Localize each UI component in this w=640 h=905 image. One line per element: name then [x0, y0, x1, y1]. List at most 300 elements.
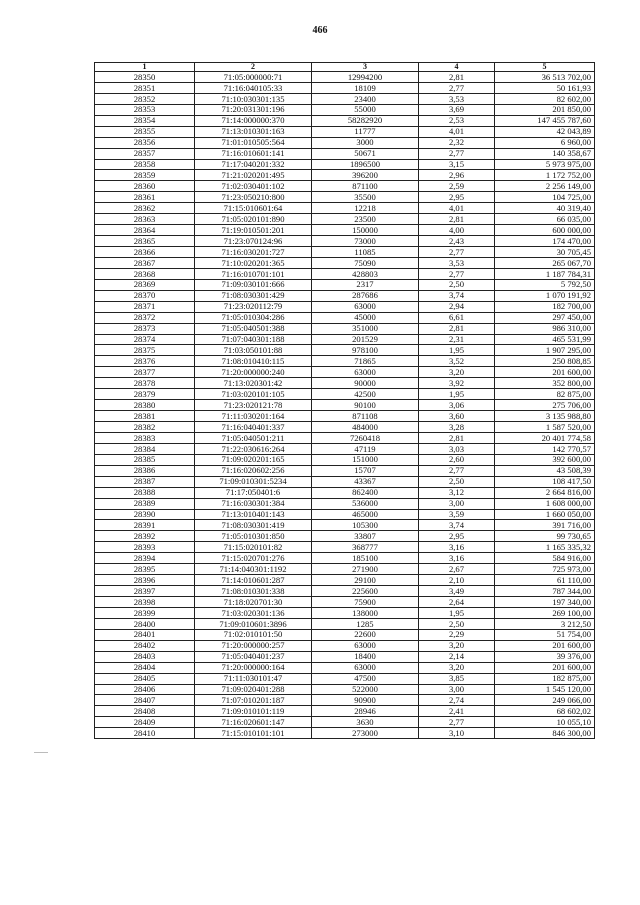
- table-row: [95, 454, 595, 465]
- row-number-cell: 28361: [95, 192, 195, 203]
- cadastral-number-cell: 71:18:020701:30: [195, 597, 312, 608]
- row-number-cell: 28406: [95, 684, 195, 695]
- table-header-row: [95, 63, 595, 72]
- value-cell: 1 608 000,00: [495, 498, 595, 509]
- cadastral-number-cell: 71:05:010301:850: [195, 531, 312, 542]
- column-header: 3: [312, 63, 419, 72]
- row-number-cell: 28386: [95, 465, 195, 476]
- table-row: [95, 268, 595, 279]
- row-number-cell: 28373: [95, 323, 195, 334]
- table-row: [95, 378, 595, 389]
- row-number-cell: 28384: [95, 443, 195, 454]
- table-row: [95, 301, 595, 312]
- rate-cell: 3,06: [419, 400, 495, 411]
- rate-cell: 3,74: [419, 520, 495, 531]
- rate-cell: 3,74: [419, 290, 495, 301]
- area-cell: 3000: [312, 137, 419, 148]
- table-row: [95, 509, 595, 520]
- table-row: [95, 389, 595, 400]
- area-cell: 105300: [312, 520, 419, 531]
- rate-cell: 3,00: [419, 684, 495, 695]
- rate-cell: 3,69: [419, 104, 495, 115]
- cadastral-number-cell: 71:07:010201:187: [195, 695, 312, 706]
- rate-cell: 2,95: [419, 531, 495, 542]
- rate-cell: 3,20: [419, 367, 495, 378]
- row-number-cell: 28390: [95, 509, 195, 520]
- table-row: [95, 225, 595, 236]
- cadastral-number-cell: 71:05:000000:71: [195, 72, 312, 83]
- area-cell: 90100: [312, 400, 419, 411]
- rate-cell: 2,77: [419, 465, 495, 476]
- value-cell: 465 531,99: [495, 334, 595, 345]
- area-cell: 522000: [312, 684, 419, 695]
- rate-cell: 3,16: [419, 542, 495, 553]
- table-row: [95, 115, 595, 126]
- cadastral-number-cell: 71:22:030616:264: [195, 443, 312, 454]
- row-number-cell: 28372: [95, 312, 195, 323]
- value-cell: 3 212,50: [495, 618, 595, 629]
- row-number-cell: 28367: [95, 257, 195, 268]
- value-cell: 201 600,00: [495, 640, 595, 651]
- value-cell: 391 716,00: [495, 520, 595, 531]
- rate-cell: 2,10: [419, 575, 495, 586]
- row-number-cell: 28397: [95, 586, 195, 597]
- rate-cell: 2,74: [419, 695, 495, 706]
- cadastral-number-cell: 71:20:031301:196: [195, 104, 312, 115]
- area-cell: 71865: [312, 356, 419, 367]
- rate-cell: 3,52: [419, 356, 495, 367]
- table-row: [95, 356, 595, 367]
- rate-cell: 3,10: [419, 728, 495, 739]
- table-row: [95, 203, 595, 214]
- value-cell: 2 664 816,00: [495, 487, 595, 498]
- cadastral-number-cell: 71:16:030301:384: [195, 498, 312, 509]
- value-cell: 182 875,00: [495, 673, 595, 684]
- cadastral-number-cell: 71:16:010601:141: [195, 148, 312, 159]
- area-cell: 3630: [312, 717, 419, 728]
- rate-cell: 2,31: [419, 334, 495, 345]
- cadastral-number-cell: 71:14:010601:287: [195, 575, 312, 586]
- row-number-cell: 28387: [95, 476, 195, 487]
- table-row: [95, 400, 595, 411]
- value-cell: 1 165 335,32: [495, 542, 595, 553]
- table-row: [95, 137, 595, 148]
- area-cell: 75900: [312, 597, 419, 608]
- value-cell: 250 808,85: [495, 356, 595, 367]
- cadastral-number-cell: 71:15:020101:82: [195, 542, 312, 553]
- table-row: [95, 695, 595, 706]
- row-number-cell: 28370: [95, 290, 195, 301]
- area-cell: 11777: [312, 126, 419, 137]
- table-row: [95, 629, 595, 640]
- value-cell: 269 100,00: [495, 607, 595, 618]
- row-number-cell: 28408: [95, 706, 195, 717]
- rate-cell: 3,92: [419, 378, 495, 389]
- cadastral-number-cell: 71:09:030101:666: [195, 279, 312, 290]
- row-number-cell: 28399: [95, 607, 195, 618]
- row-number-cell: 28407: [95, 695, 195, 706]
- table-row: [95, 662, 595, 673]
- rate-cell: 4,01: [419, 126, 495, 137]
- rate-cell: 4,01: [419, 203, 495, 214]
- row-number-cell: 28409: [95, 717, 195, 728]
- rate-cell: 3,16: [419, 553, 495, 564]
- rate-cell: 2,94: [419, 301, 495, 312]
- value-cell: 725 973,00: [495, 564, 595, 575]
- rate-cell: 3,59: [419, 509, 495, 520]
- row-number-cell: 28380: [95, 400, 195, 411]
- cadastral-number-cell: 71:01:010505:564: [195, 137, 312, 148]
- cadastral-number-cell: 71:13:010401:143: [195, 509, 312, 520]
- value-cell: 249 066,00: [495, 695, 595, 706]
- value-cell: 201 850,00: [495, 104, 595, 115]
- row-number-cell: 28394: [95, 553, 195, 564]
- value-cell: 1 187 784,31: [495, 268, 595, 279]
- value-cell: 82 602,00: [495, 93, 595, 104]
- table-row: [95, 575, 595, 586]
- area-cell: 11085: [312, 247, 419, 258]
- row-number-cell: 28377: [95, 367, 195, 378]
- cadastral-number-cell: 71:05:040501:388: [195, 323, 312, 334]
- row-number-cell: 28355: [95, 126, 195, 137]
- table-row: [95, 257, 595, 268]
- value-cell: 201 600,00: [495, 662, 595, 673]
- area-cell: 871108: [312, 411, 419, 422]
- table-row: [95, 432, 595, 443]
- table-row: [95, 159, 595, 170]
- cadastral-number-cell: 71:03:020101:105: [195, 389, 312, 400]
- row-number-cell: 28401: [95, 629, 195, 640]
- row-number-cell: 28393: [95, 542, 195, 553]
- area-cell: 33807: [312, 531, 419, 542]
- cadastral-number-cell: 71:15:010601:64: [195, 203, 312, 214]
- area-cell: 536000: [312, 498, 419, 509]
- table-row: [95, 531, 595, 542]
- cadastral-number-cell: 71:08:010301:338: [195, 586, 312, 597]
- area-cell: 42500: [312, 389, 419, 400]
- rate-cell: 2,32: [419, 137, 495, 148]
- cadastral-number-cell: 71:23:050210:800: [195, 192, 312, 203]
- column-header: 1: [95, 63, 195, 72]
- column-header: 5: [495, 63, 595, 72]
- rate-cell: 2,50: [419, 279, 495, 290]
- value-cell: 584 916,00: [495, 553, 595, 564]
- cadastral-number-cell: 71:09:010301:5234: [195, 476, 312, 487]
- rate-cell: 2,50: [419, 476, 495, 487]
- value-cell: 104 725,00: [495, 192, 595, 203]
- rate-cell: 1,95: [419, 389, 495, 400]
- value-cell: 392 600,00: [495, 454, 595, 465]
- rate-cell: 2,77: [419, 268, 495, 279]
- cadastral-number-cell: 71:16:030201:727: [195, 247, 312, 258]
- cadastral-number-cell: 71:17:050401:6: [195, 487, 312, 498]
- cadastral-number-cell: 71:16:040105:33: [195, 82, 312, 93]
- row-number-cell: 28376: [95, 356, 195, 367]
- value-cell: 43 508,39: [495, 465, 595, 476]
- cadastral-number-cell: 71:14:040301:1192: [195, 564, 312, 575]
- area-cell: 225600: [312, 586, 419, 597]
- area-cell: 58282920: [312, 115, 419, 126]
- table-row: [95, 93, 595, 104]
- area-cell: 465000: [312, 509, 419, 520]
- page-number: 466: [312, 25, 328, 36]
- area-cell: 12218: [312, 203, 419, 214]
- row-number-cell: 28352: [95, 93, 195, 104]
- row-number-cell: 28402: [95, 640, 195, 651]
- rate-cell: 3,00: [419, 498, 495, 509]
- area-cell: 90900: [312, 695, 419, 706]
- row-number-cell: 28357: [95, 148, 195, 159]
- cadastral-number-cell: 71:08:030301:429: [195, 290, 312, 301]
- table-row: [95, 706, 595, 717]
- row-number-cell: 28375: [95, 345, 195, 356]
- area-cell: 396200: [312, 170, 419, 181]
- area-cell: 151000: [312, 454, 419, 465]
- rate-cell: 2,81: [419, 323, 495, 334]
- cadastral-number-cell: 71:05:040401:237: [195, 651, 312, 662]
- rate-cell: 2,77: [419, 717, 495, 728]
- rate-cell: 2,53: [419, 115, 495, 126]
- table-row: [95, 673, 595, 684]
- value-cell: 201 600,00: [495, 367, 595, 378]
- cadastral-number-cell: 71:11:030101:47: [195, 673, 312, 684]
- table-row: [95, 684, 595, 695]
- row-number-cell: 28371: [95, 301, 195, 312]
- area-cell: 63000: [312, 640, 419, 651]
- row-number-cell: 28410: [95, 728, 195, 739]
- area-cell: 368777: [312, 542, 419, 553]
- row-number-cell: 28383: [95, 432, 195, 443]
- row-number-cell: 28374: [95, 334, 195, 345]
- table-row: [95, 345, 595, 356]
- value-cell: 30 705,45: [495, 247, 595, 258]
- area-cell: 18400: [312, 651, 419, 662]
- area-cell: 138000: [312, 607, 419, 618]
- rate-cell: 3,85: [419, 673, 495, 684]
- area-cell: 43367: [312, 476, 419, 487]
- table-row: [95, 542, 595, 553]
- value-cell: 197 340,00: [495, 597, 595, 608]
- cadastral-number-cell: 71:20:000000:240: [195, 367, 312, 378]
- cadastral-number-cell: 71:13:010301:163: [195, 126, 312, 137]
- row-number-cell: 28351: [95, 82, 195, 93]
- table-row: [95, 597, 595, 608]
- area-cell: 428803: [312, 268, 419, 279]
- table-row: [95, 82, 595, 93]
- area-cell: 1285: [312, 618, 419, 629]
- value-cell: 986 310,00: [495, 323, 595, 334]
- value-cell: 5 792,50: [495, 279, 595, 290]
- value-cell: 600 000,00: [495, 225, 595, 236]
- table-row: [95, 717, 595, 728]
- row-number-cell: 28368: [95, 268, 195, 279]
- cadastral-number-cell: 71:02:030401:102: [195, 181, 312, 192]
- rate-cell: 2,77: [419, 148, 495, 159]
- value-cell: 42 043,89: [495, 126, 595, 137]
- value-cell: 1 070 191,92: [495, 290, 595, 301]
- column-header: 4: [419, 63, 495, 72]
- row-number-cell: 28381: [95, 411, 195, 422]
- table-row: [95, 279, 595, 290]
- table-row: [95, 367, 595, 378]
- row-number-cell: 28403: [95, 651, 195, 662]
- value-cell: 265 067,70: [495, 257, 595, 268]
- area-cell: 90000: [312, 378, 419, 389]
- area-cell: 23500: [312, 214, 419, 225]
- rate-cell: 3,20: [419, 640, 495, 651]
- value-cell: 6 960,00: [495, 137, 595, 148]
- value-cell: 1 587 520,00: [495, 422, 595, 433]
- cadastral-number-cell: 71:21:020201:495: [195, 170, 312, 181]
- table-row: [95, 422, 595, 433]
- table-row: [95, 651, 595, 662]
- area-cell: 287686: [312, 290, 419, 301]
- column-header: 2: [195, 63, 312, 72]
- value-cell: 20 401 774,58: [495, 432, 595, 443]
- value-cell: 61 110,00: [495, 575, 595, 586]
- area-cell: 73000: [312, 236, 419, 247]
- rate-cell: 2,67: [419, 564, 495, 575]
- cadastral-number-cell: 71:23:070124:96: [195, 236, 312, 247]
- table-row: [95, 181, 595, 192]
- rate-cell: 1,95: [419, 345, 495, 356]
- area-cell: 484000: [312, 422, 419, 433]
- cadastral-number-cell: 71:14:000000:370: [195, 115, 312, 126]
- row-number-cell: 28405: [95, 673, 195, 684]
- table-row: [95, 728, 595, 739]
- rate-cell: 3,03: [419, 443, 495, 454]
- table-row: [95, 247, 595, 258]
- table-row: [95, 312, 595, 323]
- row-number-cell: 28388: [95, 487, 195, 498]
- value-cell: 50 161,93: [495, 82, 595, 93]
- row-number-cell: 28364: [95, 225, 195, 236]
- cadastral-number-cell: 71:16:010701:101: [195, 268, 312, 279]
- rate-cell: 3,12: [419, 487, 495, 498]
- area-cell: 29100: [312, 575, 419, 586]
- row-number-cell: 28378: [95, 378, 195, 389]
- table-row: [95, 104, 595, 115]
- row-number-cell: 28369: [95, 279, 195, 290]
- table-row: [95, 476, 595, 487]
- value-cell: 36 513 702,00: [495, 72, 595, 83]
- table-row: [95, 148, 595, 159]
- table-row: [95, 487, 595, 498]
- table-row: [95, 72, 595, 83]
- cadastral-number-cell: 71:19:010501:201: [195, 225, 312, 236]
- cadastral-value-table: [94, 62, 595, 739]
- table-row: [95, 618, 595, 629]
- table-row: [95, 126, 595, 137]
- area-cell: 185100: [312, 553, 419, 564]
- area-cell: 273000: [312, 728, 419, 739]
- row-number-cell: 28356: [95, 137, 195, 148]
- area-cell: 28946: [312, 706, 419, 717]
- value-cell: 10 055,10: [495, 717, 595, 728]
- value-cell: 99 730,65: [495, 531, 595, 542]
- area-cell: 47119: [312, 443, 419, 454]
- rate-cell: 2,81: [419, 214, 495, 225]
- area-cell: 63000: [312, 662, 419, 673]
- table-row: [95, 564, 595, 575]
- row-number-cell: 28391: [95, 520, 195, 531]
- cadastral-number-cell: 71:23:020121:78: [195, 400, 312, 411]
- table-row: [95, 443, 595, 454]
- table-row: [95, 290, 595, 301]
- value-cell: 2 256 149,00: [495, 181, 595, 192]
- rate-cell: 2,81: [419, 432, 495, 443]
- row-number-cell: 28360: [95, 181, 195, 192]
- value-cell: 3 135 988,80: [495, 411, 595, 422]
- table-row: [95, 170, 595, 181]
- rate-cell: 3,28: [419, 422, 495, 433]
- value-cell: 147 455 787,60: [495, 115, 595, 126]
- table-row: [95, 586, 595, 597]
- row-number-cell: 28404: [95, 662, 195, 673]
- value-cell: 142 770,57: [495, 443, 595, 454]
- area-cell: 978100: [312, 345, 419, 356]
- table-row: [95, 553, 595, 564]
- cadastral-number-cell: 71:20:000000:164: [195, 662, 312, 673]
- area-cell: 55000: [312, 104, 419, 115]
- row-number-cell: 28385: [95, 454, 195, 465]
- cadastral-number-cell: 71:16:020602:256: [195, 465, 312, 476]
- table-row: [95, 607, 595, 618]
- cadastral-number-cell: 71:03:050101:88: [195, 345, 312, 356]
- area-cell: 150000: [312, 225, 419, 236]
- value-cell: 82 875,00: [495, 389, 595, 400]
- cadastral-number-cell: 71:08:030301:419: [195, 520, 312, 531]
- value-cell: 1 907 295,00: [495, 345, 595, 356]
- value-cell: 846 300,00: [495, 728, 595, 739]
- cadastral-number-cell: 71:09:020401:288: [195, 684, 312, 695]
- rate-cell: 2,59: [419, 181, 495, 192]
- value-cell: 68 602,02: [495, 706, 595, 717]
- area-cell: 23400: [312, 93, 419, 104]
- area-cell: 271900: [312, 564, 419, 575]
- row-number-cell: 28359: [95, 170, 195, 181]
- area-cell: 201529: [312, 334, 419, 345]
- cadastral-number-cell: 71:10:020201:365: [195, 257, 312, 268]
- rate-cell: 6,61: [419, 312, 495, 323]
- cadastral-number-cell: 71:09:010101:119: [195, 706, 312, 717]
- table-row: [95, 520, 595, 531]
- rate-cell: 2,77: [419, 82, 495, 93]
- rate-cell: 3,20: [419, 662, 495, 673]
- area-cell: 63000: [312, 301, 419, 312]
- rate-cell: 2,43: [419, 236, 495, 247]
- margin-mark: [34, 752, 48, 753]
- rate-cell: 2,50: [419, 618, 495, 629]
- value-cell: 5 973 975,00: [495, 159, 595, 170]
- cadastral-number-cell: 71:16:020601:147: [195, 717, 312, 728]
- value-cell: 174 470,00: [495, 236, 595, 247]
- rate-cell: 2,96: [419, 170, 495, 181]
- rate-cell: 2,14: [419, 651, 495, 662]
- value-cell: 66 035,00: [495, 214, 595, 225]
- value-cell: 140 358,67: [495, 148, 595, 159]
- value-cell: 297 450,00: [495, 312, 595, 323]
- cadastral-number-cell: 71:15:020701:276: [195, 553, 312, 564]
- row-number-cell: 28354: [95, 115, 195, 126]
- table-row: [95, 498, 595, 509]
- value-cell: 787 344,00: [495, 586, 595, 597]
- value-cell: 275 706,00: [495, 400, 595, 411]
- rate-cell: 3,15: [419, 159, 495, 170]
- row-number-cell: 28400: [95, 618, 195, 629]
- value-cell: 182 700,00: [495, 301, 595, 312]
- area-cell: 1896500: [312, 159, 419, 170]
